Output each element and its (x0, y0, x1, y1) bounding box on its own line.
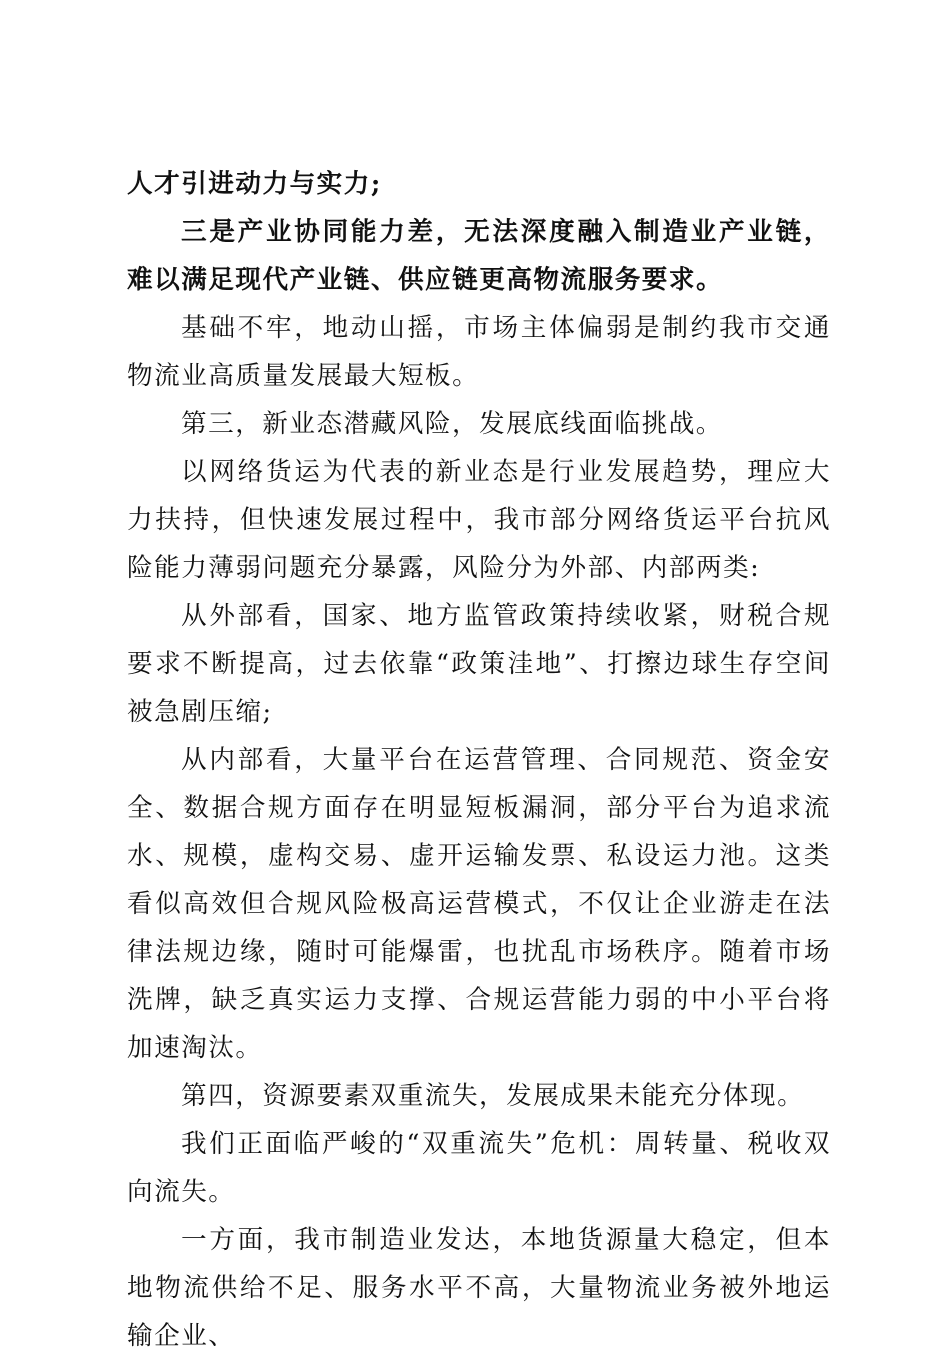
document-body (127, 160, 831, 1360)
paragraph-network-freight: 以网络货运为代表的新业态是行业发展趋势，理应大力扶持，但快速发展过程中，我市部分网络货运平台抗风险能力薄弱问题充分暴露，风险分为外部、内部两类: (127, 457, 831, 583)
paragraph-external-view: 从外部看，国家、地方监管政策持续收紧，财税合规要求不断提高，过去依靠“政策洼地”、打擦边球生存空间被急剧压缩; (127, 601, 831, 727)
heading-third-risk: 第三，新业态潜藏风险，发展底线面临挑战。 (181, 409, 723, 439)
paragraph-on-one-hand: 一方面，我市制造业发达，本地货源量大稳定，但本地物流供给不足、服务水平不高，大量物流业务被外地运输企业、 (127, 1225, 831, 1351)
heading-fourth-loss: 第四，资源要素双重流失，发展成果未能充分体现。 (181, 1081, 805, 1111)
paragraph-weak-foundation: 基础不牢，地动山摇，市场主体偏弱是制约我市交通物流业高质量发展最大短板。 (127, 313, 831, 391)
paragraph-double-loss: 我们正面临严峻的“双重流失”危机：周转量、税收双向流失。 (127, 1129, 831, 1207)
paragraph-internal-view: 从内部看，大量平台在运营管理、合同规范、资金安全、数据合规方面存在明显短板漏洞，部分平台为追求流水、规模，虚构交易、虚开运输发票、私设运力池。这类看似高效但合规风险极高运营模式，不仅让企业游走在法律法规边缘，随时可能爆雷，也扰乱市场秩序。随着市场洗牌，缺乏真实运力支撑、合规运营能力弱的中小平台将加速淘汰。 (127, 745, 831, 1063)
paragraph-point-three: 三是产业协同能力差，无法深度融入制造业产业链，难以满足现代产业链、供应链更高物流服务要求。 (127, 217, 831, 295)
paragraph-talent-tail: 人才引进动力与实力; (127, 169, 382, 199)
